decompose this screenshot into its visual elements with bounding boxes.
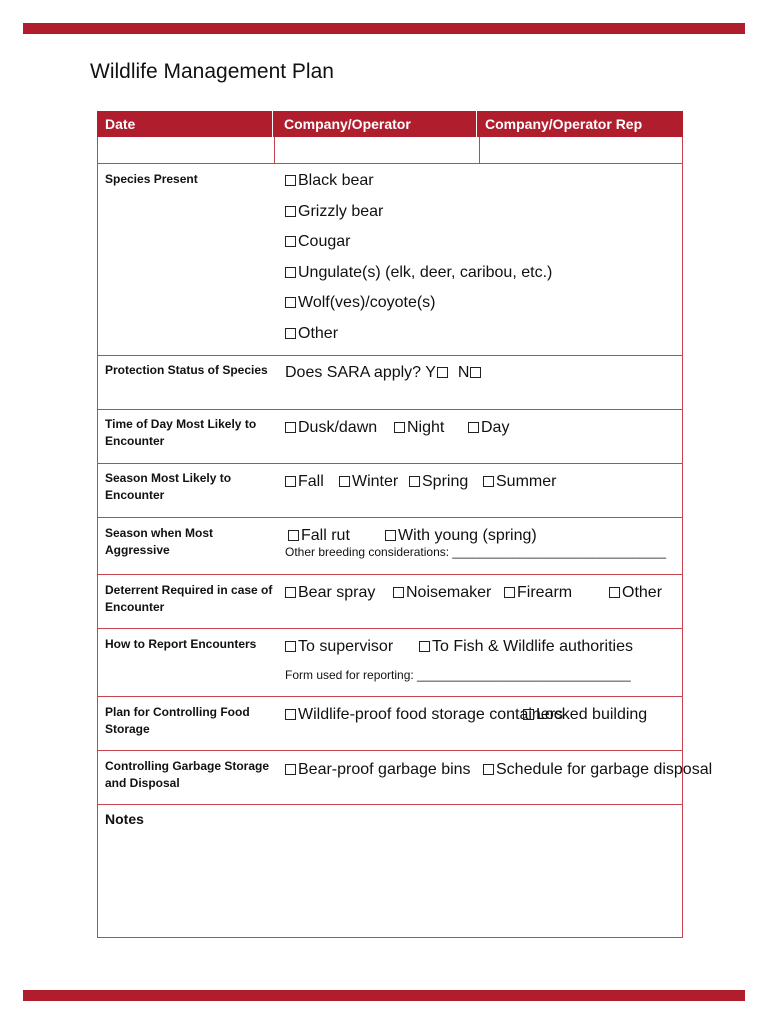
table-row: [98, 697, 682, 751]
option-spring[interactable]: Spring: [409, 473, 468, 491]
option-other-deterrent[interactable]: Other: [609, 584, 662, 602]
table-row: [98, 164, 682, 356]
sara-question: Does SARA apply? Y N: [285, 364, 483, 382]
breeding-considerations-field[interactable]: Other breeding considerations: ________________________________: [285, 545, 666, 559]
checkbox-icon: [288, 530, 299, 541]
protection-label: Protection Status of Species: [105, 363, 268, 377]
option-locked-building[interactable]: Locked building: [523, 706, 647, 724]
top-accent-bar: [23, 23, 745, 34]
option-winter[interactable]: Winter: [339, 473, 398, 491]
table-row: [98, 575, 682, 629]
checkbox-icon: [285, 175, 296, 186]
option-summer[interactable]: Summer: [483, 473, 556, 491]
report-label: How to Report Encounters: [105, 637, 257, 651]
checkbox-icon: [394, 422, 405, 433]
time-of-day-label: Time of Day Most Likely to Encounter: [105, 417, 257, 448]
notes-section[interactable]: [98, 805, 682, 937]
date-field[interactable]: [98, 137, 275, 163]
checkbox-icon: [409, 476, 420, 487]
option-food-containers[interactable]: Wildlife-proof food storage containers: [285, 706, 563, 724]
option-garbage-schedule[interactable]: Schedule for garbage disposal: [483, 761, 712, 779]
checkbox-icon: [285, 328, 296, 339]
table-row: [98, 518, 682, 575]
checkbox-icon: [483, 764, 494, 775]
header-date: Date: [97, 111, 273, 137]
aggressive-label: Season when Most Aggressive: [105, 526, 214, 557]
option-wolves[interactable]: Wolf(ves)/coyote(s): [285, 294, 436, 312]
checkbox-icon: [285, 206, 296, 217]
option-to-fish-wildlife[interactable]: To Fish & Wildlife authorities: [419, 638, 633, 656]
option-ungulates[interactable]: Ungulate(s) (elk, deer, caribou, etc.): [285, 264, 552, 282]
checkbox-yes[interactable]: [437, 367, 448, 378]
option-fall[interactable]: Fall: [285, 473, 324, 491]
checkbox-icon: [285, 236, 296, 247]
checkbox-icon: [339, 476, 350, 487]
option-firearm[interactable]: Firearm: [504, 584, 572, 602]
bottom-accent-bar: [23, 990, 745, 1001]
table-row: [98, 410, 682, 464]
rep-field[interactable]: [480, 137, 682, 163]
table-header: [97, 111, 683, 137]
checkbox-no[interactable]: [470, 367, 481, 378]
option-black-bear[interactable]: Black bear: [285, 172, 374, 190]
option-garbage-bins[interactable]: Bear-proof garbage bins: [285, 761, 471, 779]
company-field[interactable]: [275, 137, 480, 163]
option-noisemaker[interactable]: Noisemaker: [393, 584, 491, 602]
header-company: Company/Operator: [273, 111, 477, 137]
reporting-form-field[interactable]: Form used for reporting: ________________________________: [285, 668, 631, 682]
checkbox-icon: [285, 476, 296, 487]
header-rep: Company/Operator Rep: [485, 116, 643, 132]
season-label: Season Most Likely to Encounter: [105, 471, 232, 502]
table-row: [98, 464, 682, 518]
checkbox-icon: [468, 422, 479, 433]
checkbox-icon: [504, 587, 515, 598]
checkbox-icon: [285, 297, 296, 308]
checkbox-icon: [385, 530, 396, 541]
option-to-supervisor[interactable]: To supervisor: [285, 638, 393, 656]
checkbox-icon: [285, 267, 296, 278]
option-cougar[interactable]: Cougar: [285, 233, 350, 251]
food-label: Plan for Controlling Food Storage: [105, 705, 250, 736]
option-fall-rut[interactable]: Fall rut: [288, 527, 350, 545]
checkbox-icon: [523, 709, 534, 720]
checkbox-icon: [285, 422, 296, 433]
garbage-label: Controlling Garbage Storage and Disposal: [105, 759, 270, 790]
option-with-young[interactable]: With young (spring): [385, 527, 537, 545]
option-dusk-dawn[interactable]: Dusk/dawn: [285, 419, 377, 437]
page-title: Wildlife Management Plan: [90, 60, 334, 83]
option-bear-spray[interactable]: Bear spray: [285, 584, 375, 602]
table-row: [98, 751, 713, 805]
option-night[interactable]: Night: [394, 419, 444, 437]
plan-table: [97, 163, 713, 938]
checkbox-icon: [285, 587, 296, 598]
table-row: [98, 356, 682, 410]
checkbox-icon: [285, 709, 296, 720]
table-row: [98, 629, 682, 697]
option-other-species[interactable]: Other: [285, 325, 338, 343]
checkbox-icon: [483, 476, 494, 487]
checkbox-icon: [285, 641, 296, 652]
notes-label: Notes: [105, 811, 144, 827]
deterrent-label: Deterrent Required in case of Encounter: [105, 583, 273, 614]
option-day[interactable]: Day: [468, 419, 509, 437]
header-entry-row: [97, 137, 683, 163]
checkbox-icon: [393, 587, 404, 598]
checkbox-icon: [285, 764, 296, 775]
option-grizzly-bear[interactable]: Grizzly bear: [285, 203, 383, 221]
checkbox-icon: [609, 587, 620, 598]
checkbox-icon: [419, 641, 430, 652]
species-label: Species Present: [105, 172, 198, 186]
